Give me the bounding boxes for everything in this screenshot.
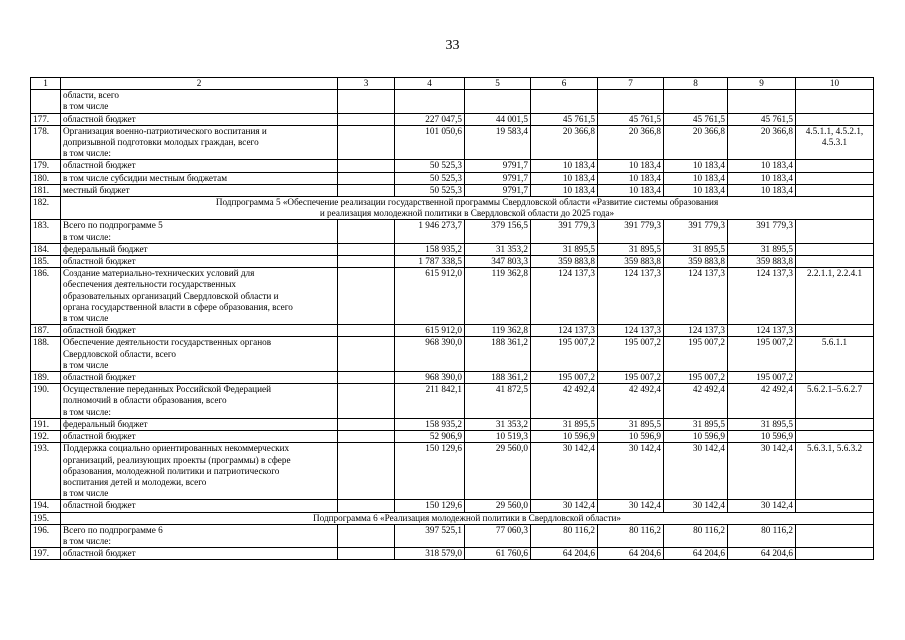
value-cell: 9791,7 <box>465 172 531 184</box>
value-cell: 10 596,9 <box>531 431 598 443</box>
row-index-cell: 197. <box>31 548 61 560</box>
value-cell <box>395 90 465 113</box>
value-cell: 10 183,4 <box>664 172 728 184</box>
value-cell: 10 183,4 <box>598 172 664 184</box>
value-cell: 10 183,4 <box>531 184 598 196</box>
table-row <box>31 184 874 196</box>
row-index-cell: 179. <box>31 160 61 172</box>
value-cell: 42 492,4 <box>531 384 598 419</box>
table-row <box>31 90 874 113</box>
value-cell: 41 872,5 <box>465 384 531 419</box>
value-cell: 10 183,4 <box>728 172 796 184</box>
value-cell: 29 560,0 <box>465 443 531 500</box>
value-cell: 158 935,2 <box>395 418 465 430</box>
header-cell: 2 <box>61 78 338 90</box>
col3-cell <box>338 418 395 430</box>
value-cell: 80 116,2 <box>664 524 728 547</box>
value-cell: 10 183,4 <box>664 160 728 172</box>
row-index-cell <box>31 90 61 113</box>
row-index-cell: 189. <box>31 372 61 384</box>
value-cell: 10 183,4 <box>598 160 664 172</box>
value-cell: 10 183,4 <box>531 160 598 172</box>
value-cell: 45 761,5 <box>598 113 664 125</box>
budget-table <box>30 77 874 560</box>
value-cell: 10 596,9 <box>728 431 796 443</box>
value-cell: 30 142,4 <box>598 500 664 512</box>
value-cell: 10 596,9 <box>598 431 664 443</box>
col3-cell <box>338 384 395 419</box>
col3-cell <box>338 256 395 268</box>
value-cell: 30 142,4 <box>664 443 728 500</box>
value-cell: 195 007,2 <box>728 337 796 372</box>
col3-cell <box>338 113 395 125</box>
value-cell: 29 560,0 <box>465 500 531 512</box>
table-row <box>31 500 874 512</box>
value-cell: 124 137,3 <box>531 268 598 325</box>
row-index-cell: 181. <box>31 184 61 196</box>
value-cell: 10 183,4 <box>728 184 796 196</box>
row-index-cell: 188. <box>31 337 61 372</box>
value-cell: 211 842,1 <box>395 384 465 419</box>
value-cell: 50 525,3 <box>395 160 465 172</box>
col3-cell <box>338 548 395 560</box>
row-name-cell: Организация военно-патриотического воспитания и допризывной подготовки молодых граждан, всего в том числе: <box>61 125 338 160</box>
row-name-cell: областной бюджет <box>61 500 338 512</box>
row-index-cell: 192. <box>31 431 61 443</box>
col3-cell <box>338 184 395 196</box>
value-cell: 10 519,3 <box>465 431 531 443</box>
code-cell <box>796 256 874 268</box>
value-cell: 195 007,2 <box>531 372 598 384</box>
value-cell: 80 116,2 <box>728 524 796 547</box>
value-cell <box>728 90 796 113</box>
code-cell <box>796 243 874 255</box>
table-row <box>31 337 874 372</box>
value-cell: 101 050,6 <box>395 125 465 160</box>
row-name-cell: местный бюджет <box>61 184 338 196</box>
code-cell <box>796 548 874 560</box>
row-name-cell: областной бюджет <box>61 256 338 268</box>
page-number: 33 <box>445 38 460 53</box>
header-cell: 9 <box>728 78 796 90</box>
value-cell <box>664 90 728 113</box>
value-cell: 30 142,4 <box>531 443 598 500</box>
code-cell <box>796 90 874 113</box>
row-name-cell: областной бюджет <box>61 548 338 560</box>
row-index-cell: 190. <box>31 384 61 419</box>
value-cell: 30 142,4 <box>598 443 664 500</box>
col3-cell <box>338 443 395 500</box>
value-cell: 31 895,5 <box>728 418 796 430</box>
value-cell: 124 137,3 <box>728 268 796 325</box>
row-index-cell: 177. <box>31 113 61 125</box>
value-cell: 397 525,1 <box>395 524 465 547</box>
value-cell: 64 204,6 <box>728 548 796 560</box>
table-row <box>31 418 874 430</box>
value-cell: 42 492,4 <box>728 384 796 419</box>
value-cell: 150 129,6 <box>395 443 465 500</box>
row-index-cell: 180. <box>31 172 61 184</box>
value-cell: 20 366,8 <box>598 125 664 160</box>
code-cell: 4.5.1.1, 4.5.2.1, 4.5.3.1 <box>796 125 874 160</box>
col3-cell <box>338 90 395 113</box>
col3-cell <box>338 160 395 172</box>
value-cell: 10 596,9 <box>664 431 728 443</box>
row-name-cell: областной бюджет <box>61 431 338 443</box>
value-cell: 968 390,0 <box>395 337 465 372</box>
row-index-cell: 195. <box>31 512 61 524</box>
value-cell <box>531 90 598 113</box>
code-cell <box>796 524 874 547</box>
value-cell: 61 760,6 <box>465 548 531 560</box>
value-cell: 391 779,3 <box>598 220 664 243</box>
table-row <box>31 384 874 419</box>
table-row <box>31 125 874 160</box>
value-cell: 347 803,3 <box>465 256 531 268</box>
value-cell: 124 137,3 <box>598 325 664 337</box>
subprogram-title-cell: Подпрограмма 6 «Реализация молодежной политики в Свердловской области» <box>61 512 874 524</box>
table-row <box>31 172 874 184</box>
value-cell: 195 007,2 <box>531 337 598 372</box>
code-cell <box>796 184 874 196</box>
row-name-cell: Осуществление переданных Российской Федерацией полномочий в области образования, всего в том числе: <box>61 384 338 419</box>
value-cell: 379 156,5 <box>465 220 531 243</box>
code-cell <box>796 160 874 172</box>
value-cell: 359 883,8 <box>728 256 796 268</box>
header-cell: 10 <box>796 78 874 90</box>
value-cell: 9791,7 <box>465 184 531 196</box>
value-cell: 391 779,3 <box>664 220 728 243</box>
row-name-cell: в том числе субсидии местным бюджетам <box>61 172 338 184</box>
value-cell: 31 895,5 <box>598 243 664 255</box>
value-cell: 42 492,4 <box>598 384 664 419</box>
table-row <box>31 325 874 337</box>
row-index-cell: 196. <box>31 524 61 547</box>
value-cell: 359 883,8 <box>664 256 728 268</box>
subprogram-row <box>31 512 874 524</box>
value-cell: 31 353,2 <box>465 418 531 430</box>
row-name-cell: федеральный бюджет <box>61 418 338 430</box>
header-cell: 5 <box>465 78 531 90</box>
header-cell: 3 <box>338 78 395 90</box>
subprogram-title-cell: Подпрограмма 5 «Обеспечение реализации государственной программы Свердловской области «Развитие системы образования и реализация молодежной политики в Свердловской области до 2025 года» <box>61 197 874 220</box>
value-cell: 195 007,2 <box>598 337 664 372</box>
value-cell: 50 525,3 <box>395 184 465 196</box>
value-cell: 64 204,6 <box>664 548 728 560</box>
table-row <box>31 160 874 172</box>
col3-cell <box>338 220 395 243</box>
row-name-cell: области, всего в том числе <box>61 90 338 113</box>
value-cell: 968 390,0 <box>395 372 465 384</box>
value-cell: 158 935,2 <box>395 243 465 255</box>
row-name-cell: Обеспечение деятельности государственных органов Свердловской области, всего в том числе <box>61 337 338 372</box>
value-cell <box>465 90 531 113</box>
value-cell: 30 142,4 <box>531 500 598 512</box>
value-cell: 44 001,5 <box>465 113 531 125</box>
row-name-cell: Всего по подпрограмме 6 в том числе: <box>61 524 338 547</box>
value-cell: 42 492,4 <box>664 384 728 419</box>
col3-cell <box>338 268 395 325</box>
value-cell: 64 204,6 <box>598 548 664 560</box>
header-cell: 7 <box>598 78 664 90</box>
row-index-cell: 178. <box>31 125 61 160</box>
table-row <box>31 372 874 384</box>
row-name-cell: областной бюджет <box>61 113 338 125</box>
value-cell: 45 761,5 <box>664 113 728 125</box>
value-cell: 1 946 273,7 <box>395 220 465 243</box>
value-cell: 119 362,8 <box>465 325 531 337</box>
code-cell <box>796 418 874 430</box>
value-cell: 31 895,5 <box>728 243 796 255</box>
value-cell: 10 183,4 <box>664 184 728 196</box>
table-body <box>31 90 874 560</box>
row-name-cell: Поддержка социально ориентированных некоммерческих организаций, реализующих проекты (программы) в сфере образования, молодежной политики и патриотического воспитания детей и молодежи, всего в том числе <box>61 443 338 500</box>
code-cell <box>796 431 874 443</box>
code-cell <box>796 372 874 384</box>
subprogram-row <box>31 197 874 220</box>
value-cell: 188 361,2 <box>465 372 531 384</box>
value-cell: 30 142,4 <box>728 443 796 500</box>
value-cell: 150 129,6 <box>395 500 465 512</box>
value-cell: 1 787 338,5 <box>395 256 465 268</box>
col3-cell <box>338 243 395 255</box>
header-row <box>31 78 874 90</box>
value-cell: 9791,7 <box>465 160 531 172</box>
col3-cell <box>338 524 395 547</box>
value-cell: 31 895,5 <box>664 418 728 430</box>
table-row <box>31 443 874 500</box>
code-cell: 5.6.3.1, 5.6.3.2 <box>796 443 874 500</box>
value-cell <box>598 90 664 113</box>
value-cell: 45 761,5 <box>728 113 796 125</box>
col3-cell <box>338 431 395 443</box>
value-cell: 31 895,5 <box>598 418 664 430</box>
value-cell: 124 137,3 <box>664 325 728 337</box>
table-row <box>31 220 874 243</box>
value-cell: 31 895,5 <box>531 418 598 430</box>
value-cell: 80 116,2 <box>531 524 598 547</box>
row-name-cell: федеральный бюджет <box>61 243 338 255</box>
value-cell: 64 204,6 <box>531 548 598 560</box>
table-row <box>31 113 874 125</box>
code-cell: 2.2.1.1, 2.2.4.1 <box>796 268 874 325</box>
row-name-cell: областной бюджет <box>61 372 338 384</box>
value-cell: 31 353,2 <box>465 243 531 255</box>
value-cell: 19 583,4 <box>465 125 531 160</box>
col3-cell <box>338 372 395 384</box>
row-name-cell: Создание материально-технических условий для обеспечения деятельности государственных образовательных организаций Свердловской области и органа государственной власти в сфере образования, всего в том числе <box>61 268 338 325</box>
value-cell: 77 060,3 <box>465 524 531 547</box>
value-cell: 10 183,4 <box>531 172 598 184</box>
value-cell: 124 137,3 <box>598 268 664 325</box>
value-cell: 30 142,4 <box>664 500 728 512</box>
code-cell: 5.6.1.1 <box>796 337 874 372</box>
value-cell: 10 183,4 <box>728 160 796 172</box>
value-cell: 359 883,8 <box>598 256 664 268</box>
code-cell <box>796 325 874 337</box>
col3-cell <box>338 325 395 337</box>
row-index-cell: 186. <box>31 268 61 325</box>
row-name-cell: областной бюджет <box>61 325 338 337</box>
value-cell: 615 912,0 <box>395 268 465 325</box>
table-row <box>31 256 874 268</box>
col3-cell <box>338 500 395 512</box>
value-cell: 50 525,3 <box>395 172 465 184</box>
value-cell: 188 361,2 <box>465 337 531 372</box>
value-cell: 124 137,3 <box>728 325 796 337</box>
code-cell <box>796 172 874 184</box>
value-cell: 119 362,8 <box>465 268 531 325</box>
header-cell: 1 <box>31 78 61 90</box>
row-index-cell: 184. <box>31 243 61 255</box>
value-cell: 195 007,2 <box>664 337 728 372</box>
value-cell: 318 579,0 <box>395 548 465 560</box>
header-cell: 8 <box>664 78 728 90</box>
code-cell <box>796 113 874 125</box>
table-row <box>31 548 874 560</box>
row-index-cell: 191. <box>31 418 61 430</box>
row-index-cell: 182. <box>31 197 61 220</box>
value-cell: 195 007,2 <box>664 372 728 384</box>
table-row <box>31 431 874 443</box>
value-cell: 615 912,0 <box>395 325 465 337</box>
value-cell: 31 895,5 <box>531 243 598 255</box>
value-cell: 10 183,4 <box>598 184 664 196</box>
code-cell <box>796 220 874 243</box>
value-cell: 30 142,4 <box>728 500 796 512</box>
value-cell: 45 761,5 <box>531 113 598 125</box>
value-cell: 391 779,3 <box>531 220 598 243</box>
value-cell: 31 895,5 <box>664 243 728 255</box>
value-cell: 195 007,2 <box>598 372 664 384</box>
row-index-cell: 187. <box>31 325 61 337</box>
row-index-cell: 183. <box>31 220 61 243</box>
code-cell <box>796 500 874 512</box>
table-row <box>31 524 874 547</box>
value-cell: 20 366,8 <box>531 125 598 160</box>
value-cell: 124 137,3 <box>531 325 598 337</box>
value-cell: 20 366,8 <box>664 125 728 160</box>
code-cell: 5.6.2.1–5.6.2.7 <box>796 384 874 419</box>
value-cell: 52 906,9 <box>395 431 465 443</box>
value-cell: 227 047,5 <box>395 113 465 125</box>
col3-cell <box>338 337 395 372</box>
header-cell: 6 <box>531 78 598 90</box>
row-name-cell: областной бюджет <box>61 160 338 172</box>
value-cell: 359 883,8 <box>531 256 598 268</box>
row-index-cell: 194. <box>31 500 61 512</box>
value-cell: 195 007,2 <box>728 372 796 384</box>
row-index-cell: 185. <box>31 256 61 268</box>
value-cell: 80 116,2 <box>598 524 664 547</box>
row-index-cell: 193. <box>31 443 61 500</box>
col3-cell <box>338 125 395 160</box>
table-row <box>31 268 874 325</box>
col3-cell <box>338 172 395 184</box>
value-cell: 391 779,3 <box>728 220 796 243</box>
table-row <box>31 243 874 255</box>
header-cell: 4 <box>395 78 465 90</box>
value-cell: 20 366,8 <box>728 125 796 160</box>
value-cell: 124 137,3 <box>664 268 728 325</box>
row-name-cell: Всего по подпрограмме 5 в том числе: <box>61 220 338 243</box>
